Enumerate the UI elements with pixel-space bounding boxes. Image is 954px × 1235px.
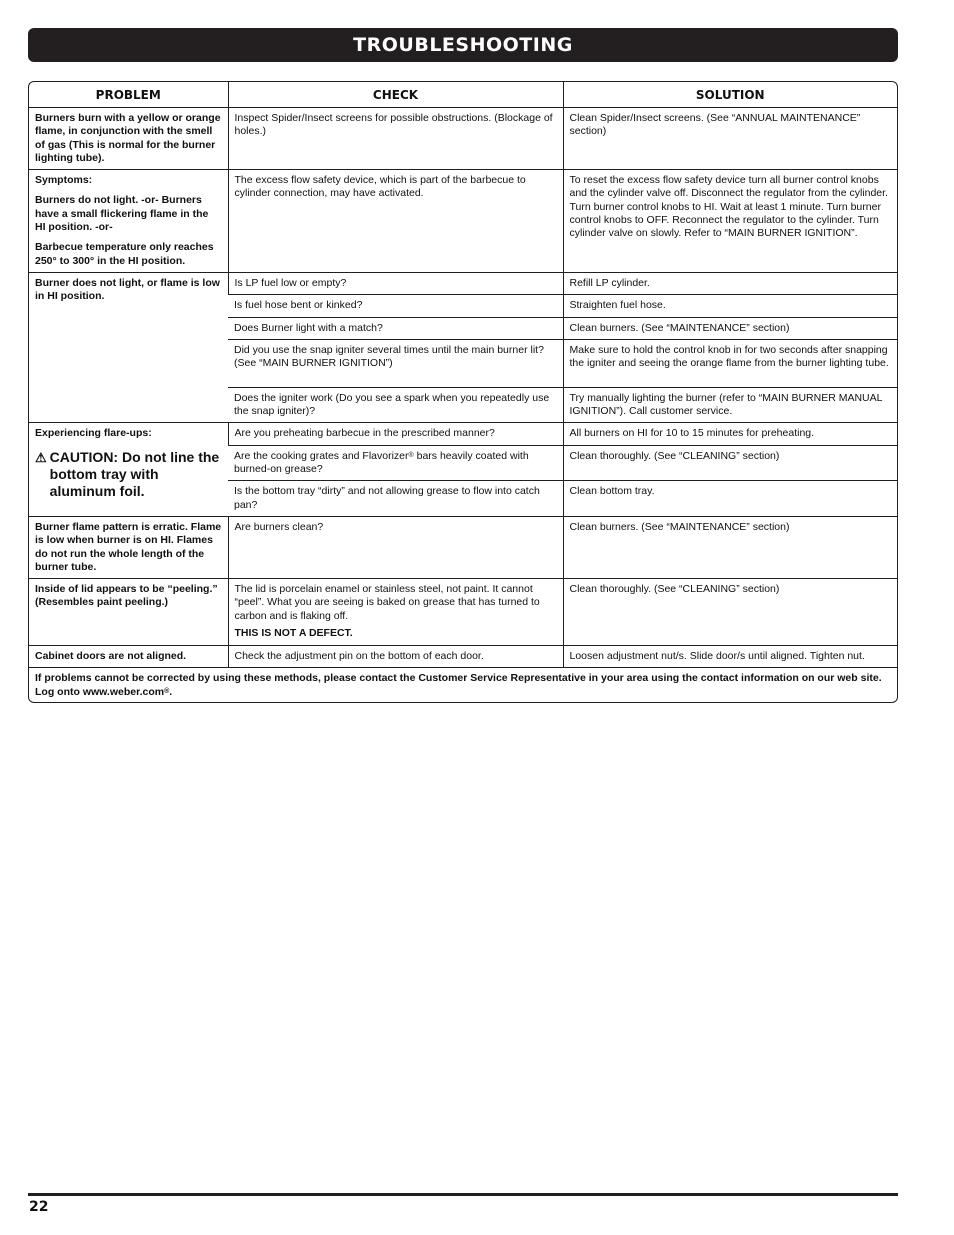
solution-cell: To reset the excess flow safety device turn all burner control knobs and the cylinder valve off. Disconnect the regulator from the cylinder. Turn burner control knobs to HI. Wait at least 1 minute. Turn burner control knobs to OFF. Reconnect the regulator to the cylinder. Turn cylinder valve on slowly. Refer to “MAIN BURNER IGNITION”. bbox=[563, 170, 897, 273]
solution-cell: Try manually lighting the burner (refer to “MAIN BURNER MANUAL IGNITION”). Call customer service. bbox=[563, 387, 897, 423]
troubleshooting-table bbox=[28, 81, 898, 703]
table-row bbox=[29, 170, 897, 273]
solution-cell: Clean burners. (See “MAINTENANCE” section) bbox=[563, 516, 897, 578]
check-cell: Does the igniter work (Do you see a spark when you repeatedly use the snap igniter)? bbox=[228, 387, 563, 423]
check-cell: Did you use the snap igniter several times until the main burner lit? (See “MAIN BURNER IGNITION”) bbox=[228, 339, 563, 387]
check-cell: Is the bottom tray “dirty” and not allowing grease to flow into catch pan? bbox=[228, 481, 563, 517]
footer-note bbox=[29, 668, 897, 702]
caution-text: CAUTION: Do not line the bottom tray with aluminum foil. bbox=[49, 448, 220, 499]
solution-cell: Clean thoroughly. (See “CLEANING” section) bbox=[563, 579, 897, 646]
footer-text: If problems cannot be corrected by using these methods, please contact the Customer Service Representative in your area using the contact information on our web site. Log onto www.weber.com bbox=[35, 672, 882, 698]
table-row bbox=[29, 579, 897, 646]
check-cell: Are burners clean? bbox=[228, 516, 563, 578]
check-cell: Does Burner light with a match? bbox=[228, 317, 563, 339]
page-title: TROUBLESHOOTING bbox=[353, 34, 573, 56]
problem-cell: Inside of lid appears to be “peeling.” (Resembles paint peeling.) bbox=[29, 579, 228, 646]
table-row bbox=[29, 516, 897, 578]
problem-cell: Cabinet doors are not aligned. bbox=[29, 646, 228, 668]
title-bar bbox=[28, 28, 898, 62]
check-text: Are the cooking grates and Flavorizer bbox=[234, 449, 409, 462]
solution-cell: Refill LP cylinder. bbox=[563, 272, 897, 294]
solution-cell: Clean thoroughly. (See “CLEANING” section) bbox=[563, 445, 897, 481]
check-cell: Is LP fuel low or empty? bbox=[228, 272, 563, 294]
defect-note: THIS IS NOT A DEFECT. bbox=[234, 627, 353, 640]
column-header-solution: SOLUTION bbox=[563, 82, 897, 108]
warning-triangle-icon: ⚠ bbox=[35, 449, 47, 465]
registered-mark: ® bbox=[408, 451, 414, 459]
solution-cell: Straighten fuel hose. bbox=[563, 295, 897, 317]
check-cell: The excess flow safety device, which is part of the barbecue to cylinder connection, may have activated. bbox=[228, 170, 563, 273]
table-row bbox=[29, 423, 897, 445]
table-row bbox=[29, 272, 897, 294]
check-cell: Check the adjustment pin on the bottom of each door. bbox=[228, 646, 563, 668]
problem-symptoms-label: Symptoms: bbox=[35, 174, 93, 187]
check-text: The lid is porcelain enamel or stainless steel, not paint. It cannot “peel”. What you are seeing is baked on grease that has turned to carbon and is flaking off. bbox=[234, 583, 540, 622]
problem-cell bbox=[29, 170, 228, 273]
table-row bbox=[29, 646, 897, 668]
caution-note bbox=[35, 449, 222, 500]
column-header-problem: PROBLEM bbox=[29, 82, 228, 108]
problem-cell: Burner flame pattern is erratic. Flame is low when burner is on HI. Flames do not run the whole length of the burner tube. bbox=[29, 516, 228, 578]
solution-cell: Make sure to hold the control knob in for two seconds after snapping the igniter and seeing the orange flame from the burner lighting tube. bbox=[563, 339, 897, 387]
table-footer-row bbox=[29, 668, 897, 702]
problem-cell bbox=[29, 423, 228, 516]
check-cell: Are you preheating barbecue in the prescribed manner? bbox=[228, 423, 563, 445]
check-cell bbox=[228, 579, 563, 646]
solution-cell: All burners on HI for 10 to 15 minutes for preheating. bbox=[563, 423, 897, 445]
column-header-check: CHECK bbox=[228, 82, 563, 108]
table-header-row bbox=[29, 82, 897, 108]
bottom-divider bbox=[28, 1193, 898, 1196]
problem-text: Experiencing flare-ups: bbox=[35, 427, 152, 440]
registered-mark: ® bbox=[164, 687, 170, 695]
problem-cell: Burner does not light, or flame is low in HI position. bbox=[29, 272, 228, 422]
problem-cell: Burners burn with a yellow or orange flame, in conjunction with the smell of gas (This is normal for the burner lighting tube). bbox=[35, 112, 221, 164]
solution-cell: Loosen adjustment nut/s. Slide door/s until aligned. Tighten nut. bbox=[563, 646, 897, 668]
problem-symptom-text: Barbecue temperature only reaches 250° to 300° in the HI position. bbox=[35, 241, 214, 267]
table-row bbox=[29, 108, 897, 170]
check-cell: Is fuel hose bent or kinked? bbox=[228, 295, 563, 317]
solution-cell: Clean burners. (See “MAINTENANCE” section) bbox=[563, 317, 897, 339]
solution-cell: Clean bottom tray. bbox=[563, 481, 897, 517]
footer-end: . bbox=[169, 685, 173, 698]
check-cell: Inspect Spider/Insect screens for possible obstructions. (Blockage of holes.) bbox=[228, 108, 563, 170]
solution-cell: Clean Spider/Insect screens. (See “ANNUAL MAINTENANCE” section) bbox=[563, 108, 897, 170]
page-number: 22 bbox=[29, 1199, 49, 1215]
check-text: bars heavily coated with burned-on grease? bbox=[234, 449, 529, 476]
check-cell bbox=[228, 445, 563, 481]
problem-symptom-text: Burners do not light. -or- Burners have a small flickering flame in the HI position. -or- bbox=[35, 194, 209, 234]
